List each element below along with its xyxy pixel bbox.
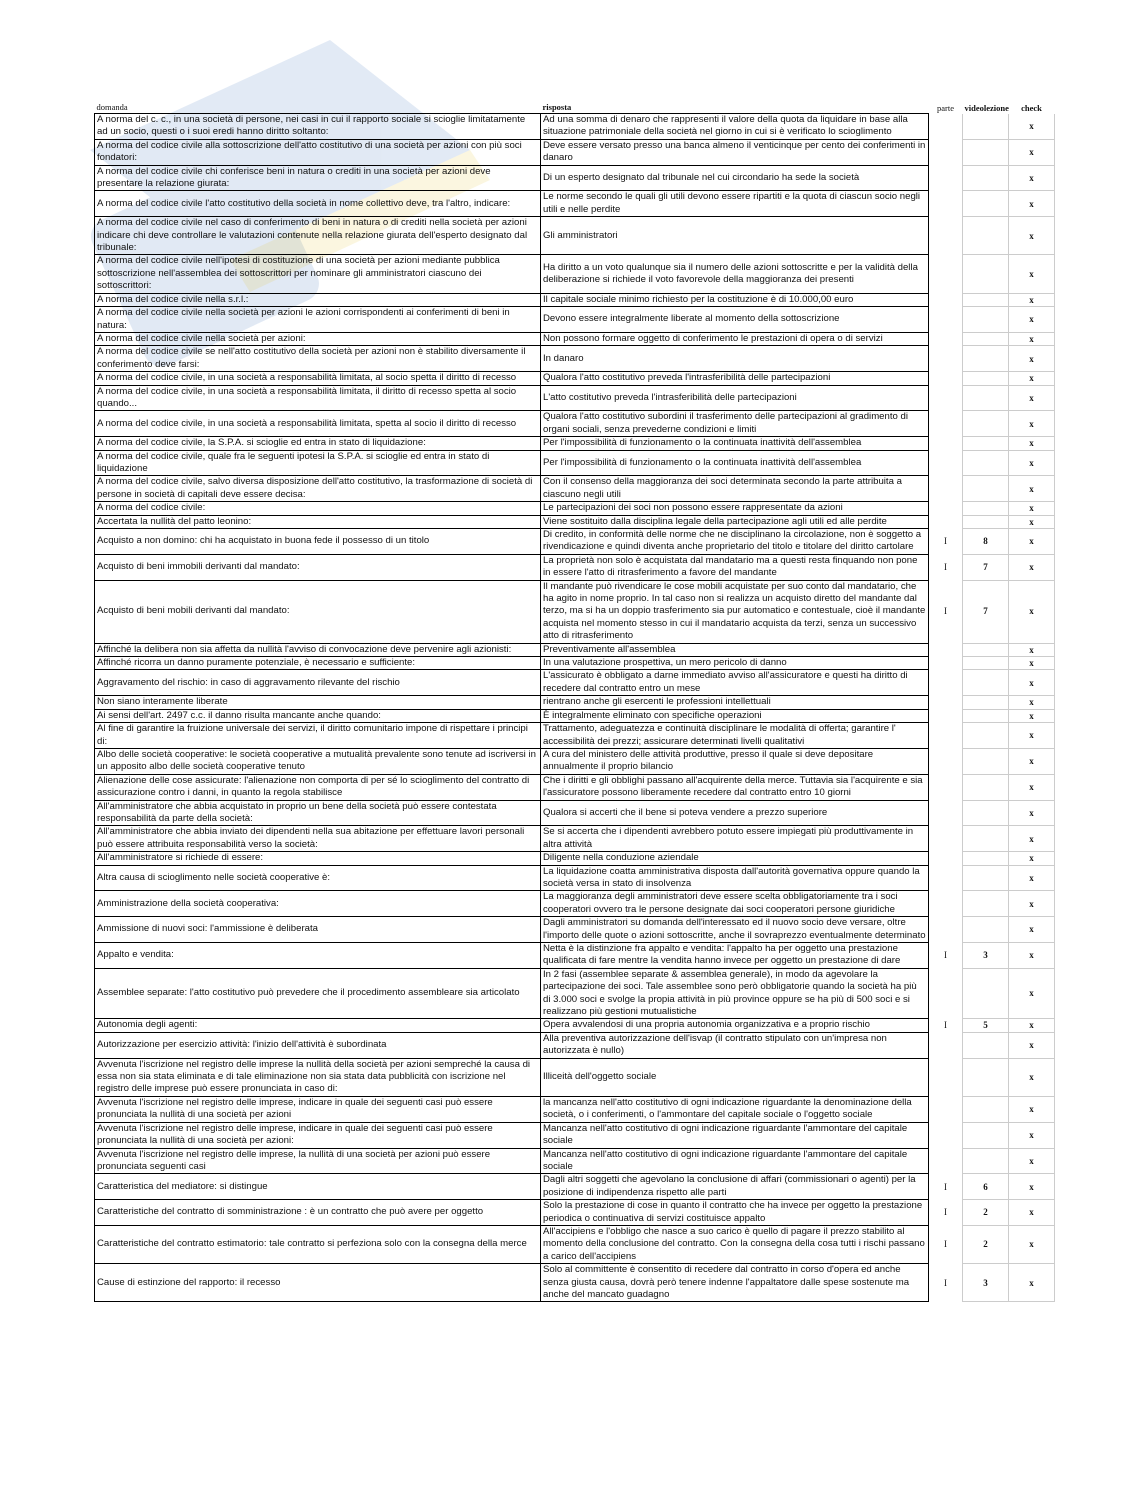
check-cell: x xyxy=(1009,437,1055,450)
parte-cell xyxy=(929,774,963,800)
videolezione-cell xyxy=(963,502,1009,515)
question-cell: Aggravamento del rischio: in caso di aggravamento rilevante del rischio xyxy=(95,670,541,696)
table-row xyxy=(95,191,1055,217)
videolezione-cell xyxy=(963,372,1009,385)
question-cell: Caratteristiche del contratto di somministrazione : è un contratto che può avere per oggetto xyxy=(95,1200,541,1226)
videolezione-cell xyxy=(963,670,1009,696)
answer-cell: Devono essere integralmente liberate al momento della sottoscrizione xyxy=(541,307,929,333)
answer-cell: Qualora l'atto costitutivo preveda l'intrasferibilità delle partecipazioni xyxy=(541,372,929,385)
question-cell: All'amministratore che abbia inviato dei dipendenti nella sua abitazione per effettuare lavori personali può essere attribuita responsabilità verso la società: xyxy=(95,826,541,852)
check-cell: x xyxy=(1009,865,1055,891)
check-cell: x xyxy=(1009,332,1055,345)
question-cell: A norma del codice civile nella s.r.l.: xyxy=(95,293,541,306)
answer-cell: L'atto costitutivo preveda l'intrasferibilità delle partecipazioni xyxy=(541,385,929,411)
parte-cell xyxy=(929,437,963,450)
table-row xyxy=(95,437,1055,450)
check-cell: x xyxy=(1009,502,1055,515)
answer-cell: Per l'impossibilità di funzionamento o la continuata inattività dell'assemblea xyxy=(541,450,929,476)
parte-cell xyxy=(929,307,963,333)
question-cell: Acquisto di beni immobili derivanti dal mandato: xyxy=(95,554,541,580)
question-cell: Altra causa di scioglimento nelle società cooperative è: xyxy=(95,865,541,891)
table-row xyxy=(95,1225,1055,1263)
parte-cell xyxy=(929,476,963,502)
videolezione-cell xyxy=(963,411,1009,437)
videolezione-cell xyxy=(963,1148,1009,1174)
videolezione-cell xyxy=(963,968,1009,1019)
question-cell: A norma del codice civile, in una società a responsabilità limitata, al socio spetta il diritto di recesso xyxy=(95,372,541,385)
parte-cell xyxy=(929,332,963,345)
parte-cell xyxy=(929,165,963,191)
videolezione-cell xyxy=(963,476,1009,502)
answer-cell: Dagli amministratori su domanda dell'interessato ed il nuovo socio deve versare, oltre l'importo delle quote o azioni sottoscritte, anche il sovraprezzo eventualmente determinato xyxy=(541,917,929,943)
check-cell: x xyxy=(1009,191,1055,217)
table-row xyxy=(95,852,1055,865)
parte-cell: I xyxy=(929,943,963,969)
answer-cell: In 2 fasi (assemblee separate & assemblea generale), in modo da agevolare la partecipazione dei soci. Tale assemblee sono però obbligatorie quando la società ha più di 3.000 soci e svolge la propia attività in più province oppure se ha più di 500 soci e si realizzano più gestioni mutualistiche xyxy=(541,968,929,1019)
check-cell: x xyxy=(1009,476,1055,502)
parte-cell xyxy=(929,515,963,528)
check-cell: x xyxy=(1009,891,1055,917)
answer-cell: A cura del ministero delle attività produttive, presso il quale si deve depositare annualmente il proprio bilancio xyxy=(541,748,929,774)
table-row xyxy=(95,554,1055,580)
videolezione-cell xyxy=(963,217,1009,255)
question-cell: A norma del codice civile nel caso di conferimento di beni in natura o di crediti nella società per azioni indicare chi deve controllare le valutazioni contenute nella relazione giurata dell'esperto designato dal tribunale: xyxy=(95,217,541,255)
videolezione-cell xyxy=(963,515,1009,528)
header-risposta: risposta xyxy=(542,102,572,112)
answer-cell: Le partecipazioni dei soci non possono essere rappresentate da azioni xyxy=(541,502,929,515)
parte-cell: I xyxy=(929,1264,963,1302)
check-cell: x xyxy=(1009,917,1055,943)
check-cell: x xyxy=(1009,346,1055,372)
question-cell: Acquisto a non domino: chi ha acquistato in buona fede il possesso di un titolo xyxy=(95,529,541,555)
answer-cell: Non possono formare oggetto di conferimento le prestazioni di opera o di servizi xyxy=(541,332,929,345)
answer-cell: Per l'impossibilità di funzionamento o la continuata inattività dell'assemblea xyxy=(541,437,929,450)
check-cell: x xyxy=(1009,968,1055,1019)
videolezione-cell: 3 xyxy=(963,1264,1009,1302)
question-cell: A norma del codice civile nella società per azioni le azioni corrispondenti ai conferimenti di beni in natura: xyxy=(95,307,541,333)
table-row xyxy=(95,165,1055,191)
question-cell: Ai sensi dell'art. 2497 c.c. il danno risulta mancante anche quando: xyxy=(95,709,541,722)
parte-cell: I xyxy=(929,1200,963,1226)
check-cell: x xyxy=(1009,372,1055,385)
table-row xyxy=(95,1019,1055,1032)
check-cell: x xyxy=(1009,529,1055,555)
parte-cell xyxy=(929,643,963,656)
table-row xyxy=(95,293,1055,306)
parte-cell xyxy=(929,191,963,217)
parte-cell xyxy=(929,450,963,476)
table-row xyxy=(95,1200,1055,1226)
answer-cell: Le norme secondo le quali gli utili devono essere ripartiti e la quota di ciascun socio negli utili e nelle perdite xyxy=(541,191,929,217)
header-domanda: domanda xyxy=(96,102,128,112)
parte-cell xyxy=(929,826,963,852)
answer-cell: Ad una somma di denaro che rappresenti il valore della quota da liquidare in base alla situazione patrimoniale della società nel giorno in cui si è verificato lo scioglimento xyxy=(541,114,929,140)
answer-cell: Dagli altri soggetti che agevolano la conclusione di affari (commissionari o agenti) per la posizione di indipendenza rispetto alle parti xyxy=(541,1174,929,1200)
table-row xyxy=(95,826,1055,852)
check-cell: x xyxy=(1009,696,1055,709)
parte-cell xyxy=(929,748,963,774)
parte-cell xyxy=(929,968,963,1019)
question-cell: Caratteristiche del contratto estimatorio: tale contratto si perfeziona solo con la consegna della merce xyxy=(95,1225,541,1263)
parte-cell xyxy=(929,293,963,306)
question-cell: A norma del codice civile l'atto costitutivo della società in nome collettivo deve, tra l'altro, indicare: xyxy=(95,191,541,217)
videolezione-cell xyxy=(963,774,1009,800)
table-row xyxy=(95,1148,1055,1174)
answer-cell: La proprietà non solo è acquistata dal mandatario ma a questi resta finquando non pone in essere l'atto di ritrasferimento a favore del mandante xyxy=(541,554,929,580)
videolezione-cell xyxy=(963,139,1009,165)
parte-cell xyxy=(929,917,963,943)
table-row xyxy=(95,385,1055,411)
question-cell: A norma del codice civile se nell'atto costitutivo della società per azioni non è stabilito diversamente il conferimento deve farsi: xyxy=(95,346,541,372)
check-cell: x xyxy=(1009,1148,1055,1174)
table-row xyxy=(95,450,1055,476)
videolezione-cell xyxy=(963,852,1009,865)
check-cell: x xyxy=(1009,554,1055,580)
answer-cell: Che i diritti e gli obblighi passano all'acquirente della merce. Tuttavia sia l'acquirente e sia l'assicuratore possono liberamente recedere dal contratto entro 10 giorni xyxy=(541,774,929,800)
answer-cell: Qualora si accerti che il bene si poteva vendere a prezzo superiore xyxy=(541,800,929,826)
table-row xyxy=(95,1122,1055,1148)
qa-table xyxy=(94,100,1055,1302)
question-cell: A norma del codice civile, in una società a responsabilità limitata, spetta al socio il diritto di recesso xyxy=(95,411,541,437)
table-row xyxy=(95,1032,1055,1058)
table-row xyxy=(95,943,1055,969)
parte-cell: I xyxy=(929,529,963,555)
table-row xyxy=(95,774,1055,800)
table-row xyxy=(95,709,1055,722)
table-row xyxy=(95,696,1055,709)
table-row xyxy=(95,217,1055,255)
answer-cell: Solo al committente è consentito di recedere dal contratto in corso d'opera ed anche senza giusta causa, dovrà però tenere indenne l'appaltatore dalle spese sostenute ma anche del mancato guadagno xyxy=(541,1264,929,1302)
answer-cell: rientrano anche gli esercenti le professioni intellettuali xyxy=(541,696,929,709)
answer-cell: Ha diritto a un voto qualunque sia il numero delle azioni sottoscritte e per la validità della deliberazione si richiede il voto favorevole della maggioranza dei presenti xyxy=(541,255,929,293)
check-cell: x xyxy=(1009,643,1055,656)
answer-cell: Deve essere versato presso una banca almeno il venticinque per cento dei conferimenti in danaro xyxy=(541,139,929,165)
parte-cell xyxy=(929,800,963,826)
parte-cell xyxy=(929,372,963,385)
videolezione-cell xyxy=(963,332,1009,345)
table-row xyxy=(95,476,1055,502)
parte-cell: I xyxy=(929,1225,963,1263)
table-row xyxy=(95,891,1055,917)
parte-cell: I xyxy=(929,580,963,643)
answer-cell: Di un esperto designato dal tribunale nel cui circondario ha sede la società xyxy=(541,165,929,191)
table-row xyxy=(95,307,1055,333)
question-cell: Acquisto di beni mobili derivanti dal mandato: xyxy=(95,580,541,643)
question-cell: A norma del codice civile nell'ipotesi di costituzione di una società per azioni mediante pubblica sottoscrizione nell'assemblea dei sottoscrittori per nominare gli amministratori ciascuno dei sottoscrittori: xyxy=(95,255,541,293)
check-cell: x xyxy=(1009,657,1055,670)
table-row xyxy=(95,255,1055,293)
table-row xyxy=(95,346,1055,372)
answer-cell: Diligente nella conduzione aziendale xyxy=(541,852,929,865)
check-cell: x xyxy=(1009,165,1055,191)
table-row xyxy=(95,748,1055,774)
question-cell: Albo delle società cooperative: le società cooperative a mutualità prevalente sono tenute ad iscriversi in un apposito albo delle società cooperative tenuto xyxy=(95,748,541,774)
videolezione-cell xyxy=(963,346,1009,372)
answer-cell: L'assicurato è obbligato a darne immediato avviso all'assicuratore e questi ha diritto di recedere dal contratto entro un mese xyxy=(541,670,929,696)
parte-cell xyxy=(929,1122,963,1148)
question-cell: A norma del codice civile, in una società a responsabilità limitata, il diritto di recesso spetta al socio quando... xyxy=(95,385,541,411)
videolezione-cell xyxy=(963,826,1009,852)
videolezione-cell xyxy=(963,255,1009,293)
videolezione-cell: 7 xyxy=(963,554,1009,580)
table-row xyxy=(95,917,1055,943)
answer-cell: Il mandante può rivendicare le cose mobili acquistate per suo conto dal mandatario, che ha agito in nome proprio. In tal caso non si realizza un acquisto diretto del mandante dal terzo, ma si ha un doppio trasferimento sia pur automatico e contestuale, cioè il mandante acquista nel momento stesso in cui il mandatario acquista da terzi, senza un successivo atto di ritrasferimento xyxy=(541,580,929,643)
question-cell: Appalto e vendita: xyxy=(95,943,541,969)
check-cell: x xyxy=(1009,943,1055,969)
question-cell: Alienazione delle cose assicurate: l'alienazione non comporta di per sé lo scioglimento del contratto di assicurazione contro i danni, in quanto la regola stabilisce xyxy=(95,774,541,800)
table-row xyxy=(95,411,1055,437)
question-cell: Amministrazione della società cooperativa: xyxy=(95,891,541,917)
check-cell: x xyxy=(1009,580,1055,643)
parte-cell xyxy=(929,696,963,709)
check-cell: x xyxy=(1009,748,1055,774)
question-cell: Ammissione di nuovi soci: l'ammissione è deliberata xyxy=(95,917,541,943)
check-cell: x xyxy=(1009,293,1055,306)
videolezione-cell xyxy=(963,891,1009,917)
parte-cell xyxy=(929,670,963,696)
check-cell: x xyxy=(1009,1174,1055,1200)
answer-cell: Mancanza nell'atto costitutivo di ogni indicazione riguardante l'ammontare del capitale sociale xyxy=(541,1148,929,1174)
table-row xyxy=(95,1096,1055,1122)
question-cell: A norma del codice civile alla sottoscrizione dell'atto costitutivo di una società per azioni con più soci fondatori: xyxy=(95,139,541,165)
videolezione-cell xyxy=(963,114,1009,140)
question-cell: Assemblee separate: l'atto costitutivo può prevedere che il procedimento assembleare sia articolato xyxy=(95,968,541,1019)
videolezione-cell xyxy=(963,165,1009,191)
videolezione-cell xyxy=(963,1058,1009,1096)
question-cell: A norma del codice civile nella società per azioni: xyxy=(95,332,541,345)
question-cell: A norma del codice civile, quale fra le seguenti ipotesi la S.P.A. si scioglie ed entra in stato di liquidazione xyxy=(95,450,541,476)
question-cell: A norma del codice civile chi conferisce beni in natura o crediti in una società per azioni deve presentare la relazione giurata: xyxy=(95,165,541,191)
question-cell: All'amministratore che abbia acquistato in proprio un bene della società può essere contestata responsabilità da parte della società: xyxy=(95,800,541,826)
table-row xyxy=(95,1058,1055,1096)
table-row xyxy=(95,515,1055,528)
table-row xyxy=(95,529,1055,555)
check-cell: x xyxy=(1009,1096,1055,1122)
check-cell: x xyxy=(1009,1200,1055,1226)
videolezione-cell: 2 xyxy=(963,1225,1009,1263)
parte-cell xyxy=(929,1058,963,1096)
check-cell: x xyxy=(1009,307,1055,333)
parte-cell xyxy=(929,852,963,865)
answer-cell: Se si accerta che i dipendenti avrebbero potuto essere impiegati più produttivamente in altra attività xyxy=(541,826,929,852)
check-cell: x xyxy=(1009,826,1055,852)
table-row xyxy=(95,865,1055,891)
header-parte: parte xyxy=(937,102,954,113)
answer-cell: Trattamento, adeguatezza e continuità disciplinare le modalità di offerta; garantire l' accessibilità dei prezzi; assicurare determinati livelli qualitativi xyxy=(541,723,929,749)
parte-cell xyxy=(929,217,963,255)
check-cell: x xyxy=(1009,385,1055,411)
parte-cell xyxy=(929,385,963,411)
answer-cell: È integralmente eliminato con specifiche operazioni xyxy=(541,709,929,722)
parte-cell xyxy=(929,1096,963,1122)
parte-cell xyxy=(929,502,963,515)
videolezione-cell xyxy=(963,385,1009,411)
answer-cell: La liquidazione coatta amministrativa disposta dall'autorità governativa oppure quando la società versa in stato di insolvenza xyxy=(541,865,929,891)
answer-cell: Di credito, in conformità delle norme che ne disciplinano la circolazione, non è soggetto a rivendicazione e quindi diventa anche proprietario del titolo e titolare del diritto cartolare xyxy=(541,529,929,555)
answer-cell: All'accipiens e l'obbligo che nasce a suo carico è quello di pagare il prezzo stabilito al momento della conclusione del contratto. Con la consegna della cosa tutti i rischi passano a carico dell'accipiens xyxy=(541,1225,929,1263)
answer-cell: Alla preventiva autorizzazione dell'isvap (il contratto stipulato con un'impresa non autorizzata è nullo) xyxy=(541,1032,929,1058)
table-row xyxy=(95,723,1055,749)
question-cell: A norma del codice civile: xyxy=(95,502,541,515)
parte-cell xyxy=(929,723,963,749)
check-cell: x xyxy=(1009,709,1055,722)
answer-cell: Il capitale sociale minimo richiesto per la costituzione è di 10.000,00 euro xyxy=(541,293,929,306)
table-row xyxy=(95,580,1055,643)
table-row xyxy=(95,1174,1055,1200)
table-row xyxy=(95,139,1055,165)
videolezione-cell xyxy=(963,450,1009,476)
answer-cell: La maggioranza degli amministratori deve essere scelta obbligatoriamente tra i soci cooperatori ovvero tra le persone designate dai soci cooperatori persone giuridiche xyxy=(541,891,929,917)
check-cell: x xyxy=(1009,1032,1055,1058)
answer-cell: Qualora l'atto costitutivo subordini il trasferimento delle partecipazioni al gradimento di organi sociali, senza prevederne condizioni e limiti xyxy=(541,411,929,437)
question-cell: Affinché ricorra un danno puramente potenziale, è necessario e sufficiente: xyxy=(95,657,541,670)
answer-cell: Con il consenso della maggioranza dei soci determinata secondo la parte attribuita a ciascuno negli utili xyxy=(541,476,929,502)
videolezione-cell xyxy=(963,800,1009,826)
check-cell: x xyxy=(1009,450,1055,476)
check-cell: x xyxy=(1009,723,1055,749)
header-videolezione: videolezione xyxy=(964,102,1009,113)
parte-cell: I xyxy=(929,1174,963,1200)
check-cell: x xyxy=(1009,1225,1055,1263)
table-row xyxy=(95,114,1055,140)
videolezione-cell: 5 xyxy=(963,1019,1009,1032)
question-cell: Non siano interamente liberate xyxy=(95,696,541,709)
videolezione-cell xyxy=(963,307,1009,333)
question-cell: Avvenuta l'iscrizione nel registro delle imprese, indicare in quale dei seguenti casi può essere pronunciata la nullità di una società per azioni xyxy=(95,1096,541,1122)
question-cell: Al fine di garantire la fruizione universale dei servizi, il diritto comunitario impone di rispettare i principi di: xyxy=(95,723,541,749)
question-cell: Affinché la delibera non sia affetta da nullità l'avviso di convocazione deve pervenire agli azionisti: xyxy=(95,643,541,656)
videolezione-cell xyxy=(963,723,1009,749)
check-cell: x xyxy=(1009,255,1055,293)
videolezione-cell xyxy=(963,917,1009,943)
table-row xyxy=(95,372,1055,385)
table-header-row xyxy=(95,100,1055,114)
videolezione-cell: 8 xyxy=(963,529,1009,555)
videolezione-cell: 7 xyxy=(963,580,1009,643)
table-row xyxy=(95,1264,1055,1302)
videolezione-cell xyxy=(963,191,1009,217)
answer-cell: In una valutazione prospettiva, un mero pericolo di danno xyxy=(541,657,929,670)
parte-cell xyxy=(929,346,963,372)
videolezione-cell xyxy=(963,1122,1009,1148)
check-cell: x xyxy=(1009,1264,1055,1302)
question-cell: A norma del codice civile, la S.P.A. si scioglie ed entra in stato di liquidazione: xyxy=(95,437,541,450)
answer-cell: Viene sostituito dalla disciplina legale della partecipazione agli utili ed alle perdite xyxy=(541,515,929,528)
header-check: check xyxy=(1021,102,1042,113)
parte-cell xyxy=(929,139,963,165)
videolezione-cell xyxy=(963,865,1009,891)
parte-cell xyxy=(929,657,963,670)
table-row xyxy=(95,332,1055,345)
parte-cell xyxy=(929,865,963,891)
question-cell: Caratteristica del mediatore: si distingue xyxy=(95,1174,541,1200)
table-row xyxy=(95,657,1055,670)
check-cell: x xyxy=(1009,1019,1055,1032)
parte-cell xyxy=(929,255,963,293)
parte-cell: I xyxy=(929,1019,963,1032)
answer-cell: la mancanza nell'atto costitutivo di ogni indicazione riguardante la denominazione della società, o i conferimenti, o l'ammontare del capitale sociale o l'oggetto sociale xyxy=(541,1096,929,1122)
check-cell: x xyxy=(1009,1058,1055,1096)
check-cell: x xyxy=(1009,114,1055,140)
videolezione-cell xyxy=(963,293,1009,306)
videolezione-cell: 3 xyxy=(963,943,1009,969)
check-cell: x xyxy=(1009,1122,1055,1148)
videolezione-cell xyxy=(963,657,1009,670)
parte-cell xyxy=(929,1032,963,1058)
table-row xyxy=(95,643,1055,656)
parte-cell xyxy=(929,114,963,140)
videolezione-cell xyxy=(963,709,1009,722)
answer-cell: Gli amministratori xyxy=(541,217,929,255)
videolezione-cell xyxy=(963,1032,1009,1058)
check-cell: x xyxy=(1009,774,1055,800)
check-cell: x xyxy=(1009,515,1055,528)
parte-cell: I xyxy=(929,554,963,580)
answer-cell: Illiceità dell'oggetto sociale xyxy=(541,1058,929,1096)
check-cell: x xyxy=(1009,217,1055,255)
parte-cell xyxy=(929,709,963,722)
table-row xyxy=(95,502,1055,515)
videolezione-cell xyxy=(963,643,1009,656)
question-cell: Avvenuta l'iscrizione nel registro delle imprese la nullità della società per azioni sempreché la causa di essa non sia stata eliminata e di tale eliminazione non sia stata data pubblicità con iscrizione nel registro delle imprese può essere pronunciata in caso di: xyxy=(95,1058,541,1096)
question-cell: Accertata la nullità del patto leonino: xyxy=(95,515,541,528)
answer-cell: Mancanza nell'atto costitutivo di ogni indicazione riguardante l'ammontare del capitale sociale xyxy=(541,1122,929,1148)
answer-cell: Netta è la distinzione fra appalto e vendita: l'appalto ha per oggetto una prestazione qualificata di fare mentre la vendita hanno invece per oggetto un prestazione di dare xyxy=(541,943,929,969)
table-row xyxy=(95,670,1055,696)
videolezione-cell xyxy=(963,748,1009,774)
check-cell: x xyxy=(1009,411,1055,437)
answer-cell: Opera avvalendosi di una propria autonomia organizzativa e a proprio rischio xyxy=(541,1019,929,1032)
table-row xyxy=(95,968,1055,1019)
question-cell: Cause di estinzione del rapporto: il recesso xyxy=(95,1264,541,1302)
parte-cell xyxy=(929,891,963,917)
check-cell: x xyxy=(1009,800,1055,826)
videolezione-cell xyxy=(963,1096,1009,1122)
parte-cell xyxy=(929,1148,963,1174)
question-cell: A norma del codice civile, salvo diversa disposizione dell'atto costitutivo, la trasformazione di società di persone in società di capitali deve essere decisa: xyxy=(95,476,541,502)
check-cell: x xyxy=(1009,139,1055,165)
question-cell: All'amministratore si richiede di essere: xyxy=(95,852,541,865)
question-cell: Avvenuta l'iscrizione nel registro delle imprese, indicare in quale dei seguenti casi può essere pronunciata la nullità di una società per azioni: xyxy=(95,1122,541,1148)
videolezione-cell xyxy=(963,696,1009,709)
videolezione-cell xyxy=(963,437,1009,450)
answer-cell: Solo la prestazione di cose in quanto il contratto che ha invece per oggetto la prestazione periodica o continuativa di servizi costituisce appalto xyxy=(541,1200,929,1226)
question-cell: Avvenuta l'iscrizione nel registro delle imprese, la nullità di una società per azioni può essere pronunciata seguenti casi xyxy=(95,1148,541,1174)
question-cell: A norma del c. c., in una società di persone, nei casi in cui il rapporto sociale si scioglie limitatamente ad un socio, questi o i suoi eredi hanno diritto soltanto: xyxy=(95,114,541,140)
videolezione-cell: 6 xyxy=(963,1174,1009,1200)
parte-cell xyxy=(929,411,963,437)
question-cell: Autorizzazione per esercizio attività: l'inizio dell'attività è subordinata xyxy=(95,1032,541,1058)
table-row xyxy=(95,800,1055,826)
videolezione-cell: 2 xyxy=(963,1200,1009,1226)
check-cell: x xyxy=(1009,852,1055,865)
answer-cell: In danaro xyxy=(541,346,929,372)
answer-cell: Preventivamente all'assemblea xyxy=(541,643,929,656)
check-cell: x xyxy=(1009,670,1055,696)
question-cell: Autonomia degli agenti: xyxy=(95,1019,541,1032)
